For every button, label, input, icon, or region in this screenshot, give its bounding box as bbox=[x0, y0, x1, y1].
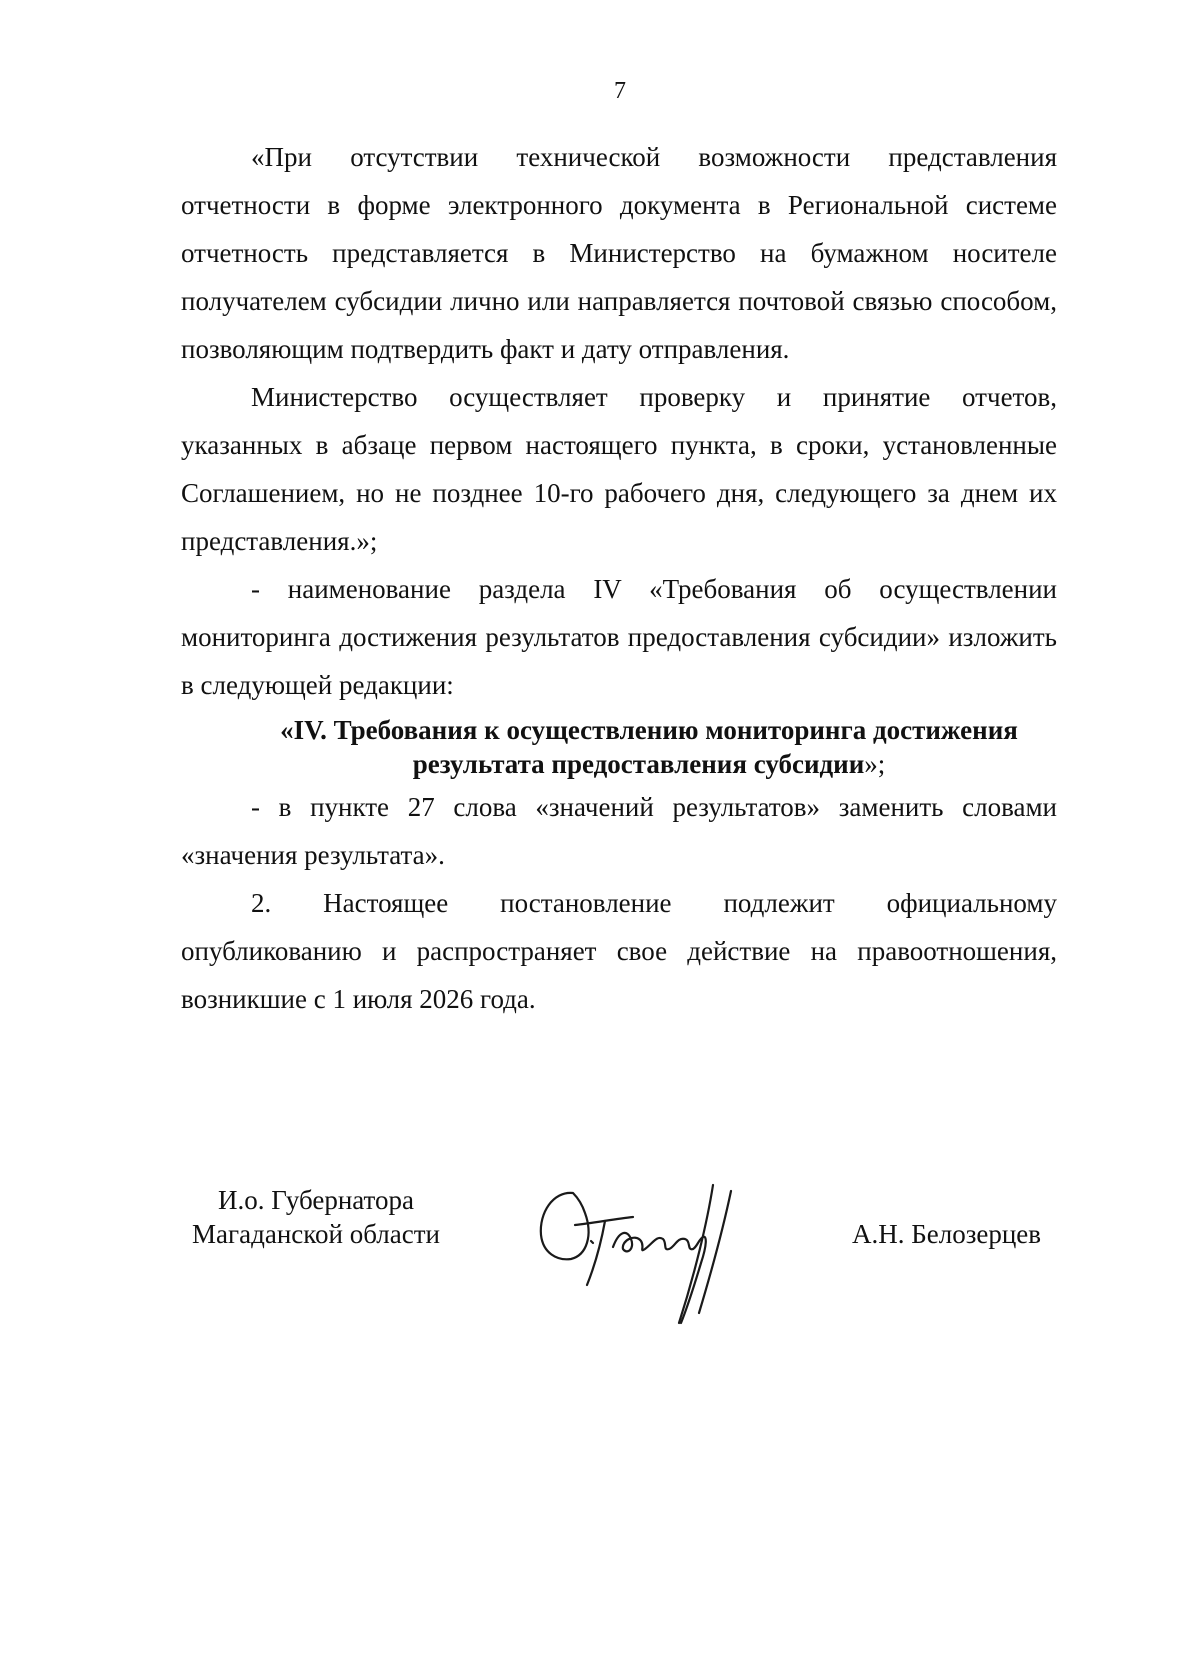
signatory-position-line-1: И.о. Губернатора bbox=[217, 1185, 414, 1215]
section-heading bbox=[181, 713, 1057, 781]
paragraph-reporting-paper: «При отсутствии технической возможности представления отчетности в форме электронного документа в Региональной системе отчетность представляется в Министерство на бумажном носителе получателем субсидии лично или направляется почтовой связью способом, позволяющим подтвердить факт и дату отправления. bbox=[181, 142, 1057, 364]
section-heading-line-2-wrap bbox=[241, 747, 1057, 781]
paragraph-point-27: - в пункте 27 слова «значений результатов» заменить словами «значения результата». bbox=[181, 792, 1057, 870]
section-heading-tail: »; bbox=[864, 749, 886, 779]
paragraph-ministry-review: Министерство осуществляет проверку и принятие отчетов, указанных в абзаце первом настоящего пункта, в сроки, установленные Соглашением, но не позднее 10-го рабочего дня, следующего за днем их представления.»; bbox=[181, 382, 1057, 556]
signatory-name: А.Н. Белозерцев bbox=[852, 1219, 1042, 1249]
paragraph-effective-date: 2. Настоящее постановление подлежит официальному опубликованию и распространяет свое действие на правоотношения, возникшие с 1 июля 2026 года. bbox=[181, 888, 1057, 1014]
document-body bbox=[181, 133, 1057, 1023]
paragraph-section-rename: - наименование раздела IV «Требования об осуществлении мониторинга достижения результатов предоставления субсидии» изложить в следующей редакции: bbox=[181, 574, 1057, 700]
signatory-position bbox=[186, 1183, 446, 1251]
signature-block bbox=[0, 1183, 1200, 1343]
section-heading-line-2: результата предоставления субсидии bbox=[412, 749, 865, 779]
section-heading-line-1: «IV. Требования к осуществлению мониторинга достижения bbox=[280, 715, 1018, 745]
handwritten-signature bbox=[535, 1173, 785, 1333]
page-number: 7 bbox=[614, 78, 626, 104]
signatory-position-line-2: Магаданской области bbox=[192, 1219, 440, 1249]
